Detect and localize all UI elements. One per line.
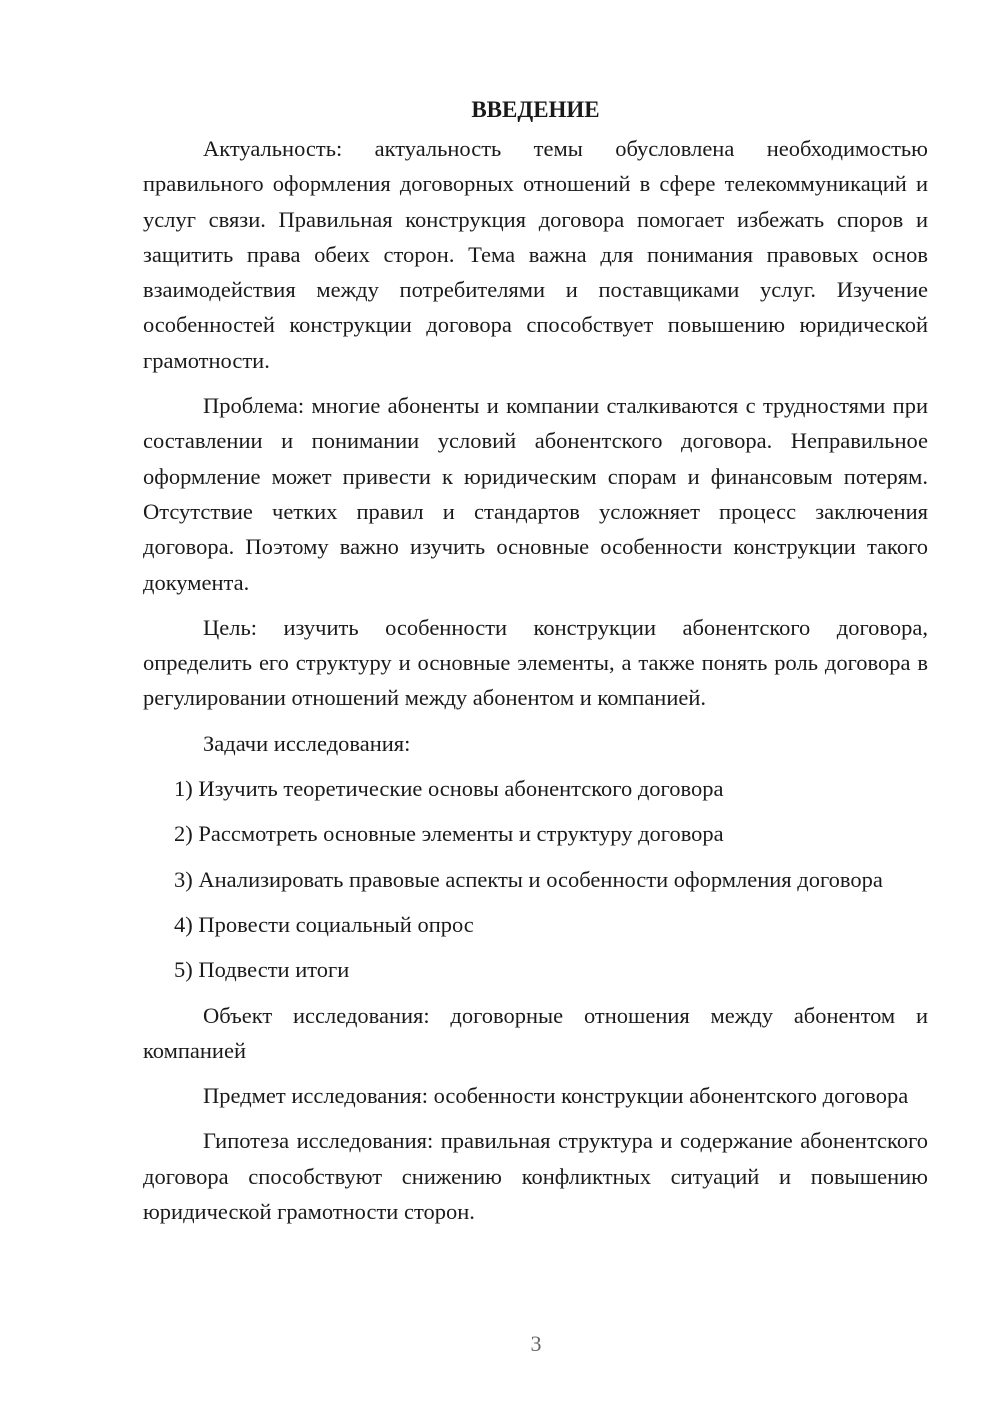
paragraph-hypothesis: Гипотеза исследования: правильная структура и содержание абонентского договора способствуют снижению конфликтных ситуаций и повышению юридической грамотности сторон. xyxy=(143,1128,928,1225)
task-item-1: 1) Изучить теоретические основы абонентского договора xyxy=(174,776,724,802)
paragraph-problem: Проблема: многие абоненты и компании сталкиваются с трудностями при составлении и понимании условий абонентского договора. Неправильное оформление может привести к юридическим спорам и финансовым потерям. Отсутствие четких правил и стандартов усложняет процесс заключения договора. Поэтому важно изучить основные особенности конструкции такого документа. xyxy=(143,393,928,595)
task-item-4: 4) Провести социальный опрос xyxy=(174,911,474,937)
task-item-3: 3) Анализировать правовые аспекты и особенности оформления договора xyxy=(174,866,883,892)
task-item-2: 2) Рассмотреть основные элементы и структуру договора xyxy=(174,821,724,847)
section-title: ВВЕДЕНИЕ xyxy=(471,97,600,122)
task-item-5: 5) Подвести итоги xyxy=(174,957,350,983)
paragraph-relevance: Актуальность: актуальность темы обусловлена необходимостью правильного оформления договорных отношений в сфере телекоммуникаций и услуг связи. Правильная конструкция договора помогает избежать споров и защитить права обеих сторон. Тема важна для понимания правовых основ взаимодействия между потребителями и поставщиками услуг. Изучение особенностей конструкции договора способствует повышению юридической грамотности. xyxy=(143,136,928,373)
paragraph-object: Объект исследования: договорные отношения между абонентом и компанией xyxy=(143,1002,928,1063)
paragraph-subject: Предмет исследования: особенности конструкции абонентского договора xyxy=(203,1083,909,1109)
document-page xyxy=(143,92,928,1239)
page-number: 3 xyxy=(530,1331,542,1356)
paragraph-tasks-heading: Задачи исследования: xyxy=(203,730,411,756)
paragraph-goal: Цель: изучить особенности конструкции абонентского договора, определить его структуру и основные элементы, а также понять роль договора в регулировании отношений между абонентом и компанией. xyxy=(143,614,928,711)
